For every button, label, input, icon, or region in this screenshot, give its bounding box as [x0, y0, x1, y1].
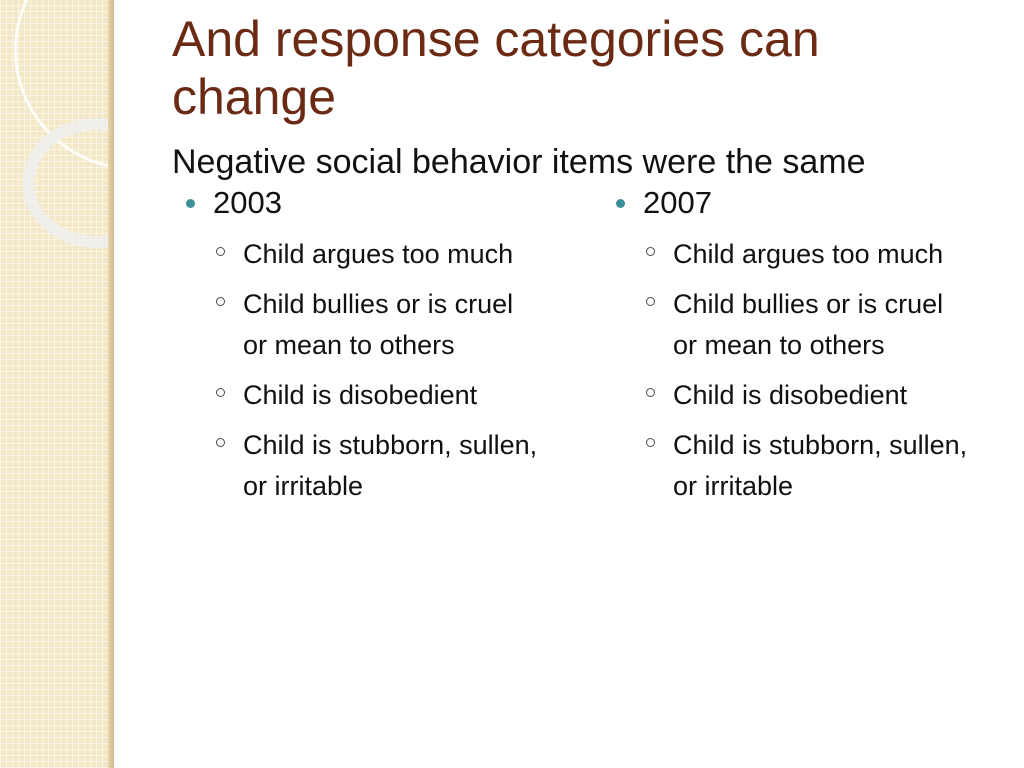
item-text: Child is stubborn, sullen, or irritable	[243, 430, 538, 501]
sub-bullet-icon	[216, 247, 225, 256]
sub-bullet-icon	[646, 297, 655, 306]
sub-bullet-icon	[646, 438, 655, 447]
bullet-icon	[186, 199, 195, 208]
item-text: Child argues too much	[673, 239, 944, 269]
sub-bullet-icon	[216, 388, 225, 397]
item-text: Child is disobedient	[243, 380, 478, 410]
year-bullet	[616, 184, 976, 222]
item-text: Child bullies or is cruel or mean to others	[673, 289, 944, 360]
year-label: 2003	[213, 185, 282, 220]
item-text: Child is disobedient	[673, 380, 908, 410]
bullet-icon	[616, 199, 625, 208]
item-text: Child argues too much	[243, 239, 514, 269]
item-text: Child is stubborn, sullen, or irritable	[673, 430, 968, 501]
sub-bullet-icon	[646, 247, 655, 256]
list-item	[616, 375, 976, 416]
list-item	[186, 425, 546, 507]
list-item	[616, 284, 976, 366]
column-2007	[616, 184, 976, 516]
sub-bullet-icon	[216, 297, 225, 306]
year-label: 2007	[643, 185, 712, 220]
column-2003	[186, 184, 546, 516]
list-item	[616, 234, 976, 275]
list-item	[186, 234, 546, 275]
sidebar-edge	[108, 0, 114, 768]
sub-bullet-icon	[646, 388, 655, 397]
item-text: Child bullies or is cruel or mean to others	[243, 289, 514, 360]
decorative-ring	[22, 118, 112, 248]
decorative-sidebar	[0, 0, 112, 768]
sub-bullet-icon	[216, 438, 225, 447]
slide-title: And response categories can change	[172, 11, 820, 125]
decorative-ring	[14, 0, 112, 170]
item-list	[186, 234, 546, 507]
year-bullet	[186, 184, 546, 222]
list-item	[186, 284, 546, 366]
list-item	[186, 375, 546, 416]
list-item	[616, 425, 976, 507]
item-list	[616, 234, 976, 507]
slide-subtitle: Negative social behavior items were the same	[172, 143, 866, 181]
